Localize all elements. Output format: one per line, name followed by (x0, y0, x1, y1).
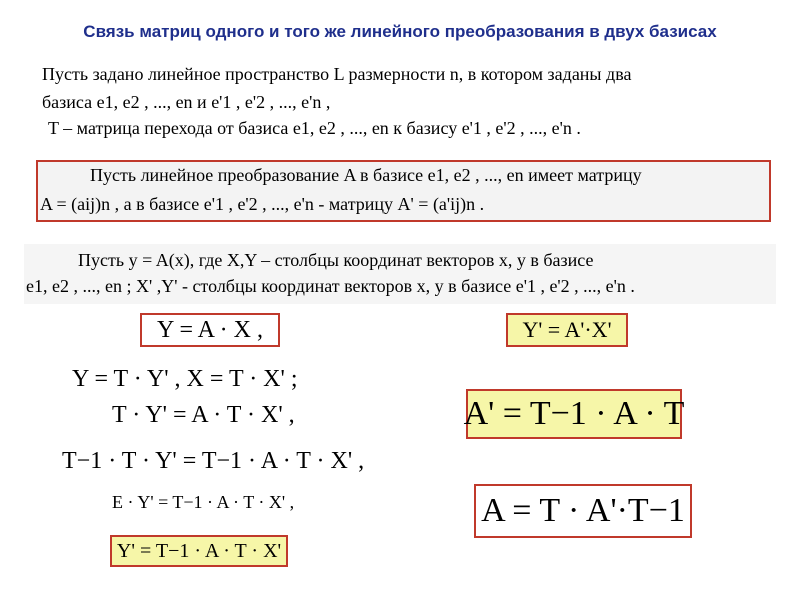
formula-y-ax-prime: Y' = A'·X' (522, 317, 612, 342)
equation-4: E · Y' = T−1 · A · T · X' , (112, 492, 295, 512)
text-line-2: базиса e1, e2 , ..., en и e'1 , e'2 , ..., e'n , (42, 92, 331, 112)
text-line-1: Пусть задано линейное пространство L размерности n, в котором заданы два (42, 64, 632, 84)
formula-box-4 (474, 484, 692, 538)
formula-a-prime: A' = T−1 · A · T (463, 395, 685, 432)
formula-y-prime: Y' = T−1 · A · T · X' (116, 539, 282, 562)
text-line-4: Пусть линейное преобразование A в базисе e1, e2 , ..., en имеет матрицу (90, 165, 642, 185)
page-title: Связь матриц одного и того же линейного преобразования в двух базисах (83, 22, 717, 41)
text-line-5: A = (aij)n , а в базисе e'1 , e'2 , ..., e'n - матрицу A' = (a'ij)n . (40, 194, 485, 214)
text-line-6: Пусть y = A(x), где X,Y – столбцы координат векторов x, y в базисе (78, 250, 594, 270)
formula-box-1 (140, 313, 280, 347)
formula-box-2 (506, 313, 628, 347)
text-line-7: e1, e2 , ..., en ; X' ,Y' - столбцы координат векторов x, y в базисе e'1 , e'2 , ..., e'n . (26, 276, 635, 296)
equation-1: Y = T · Y' , X = T · X' ; (72, 366, 298, 392)
formula-a: A = T · A'·T−1 (481, 492, 685, 529)
formula-box-3 (463, 389, 685, 439)
text-line-3: T – матрица перехода от базиса e1, e2 , ..., en к базису e'1 , e'2 , ..., e'n . (48, 118, 581, 138)
equation-3: T−1 · T · Y' = T−1 · A · T · X' , (62, 448, 365, 474)
formula-y-ax: Y = A · X , (157, 316, 263, 343)
equation-2: T · Y' = A · T · X' , (112, 402, 295, 428)
formula-box-5 (110, 535, 288, 567)
